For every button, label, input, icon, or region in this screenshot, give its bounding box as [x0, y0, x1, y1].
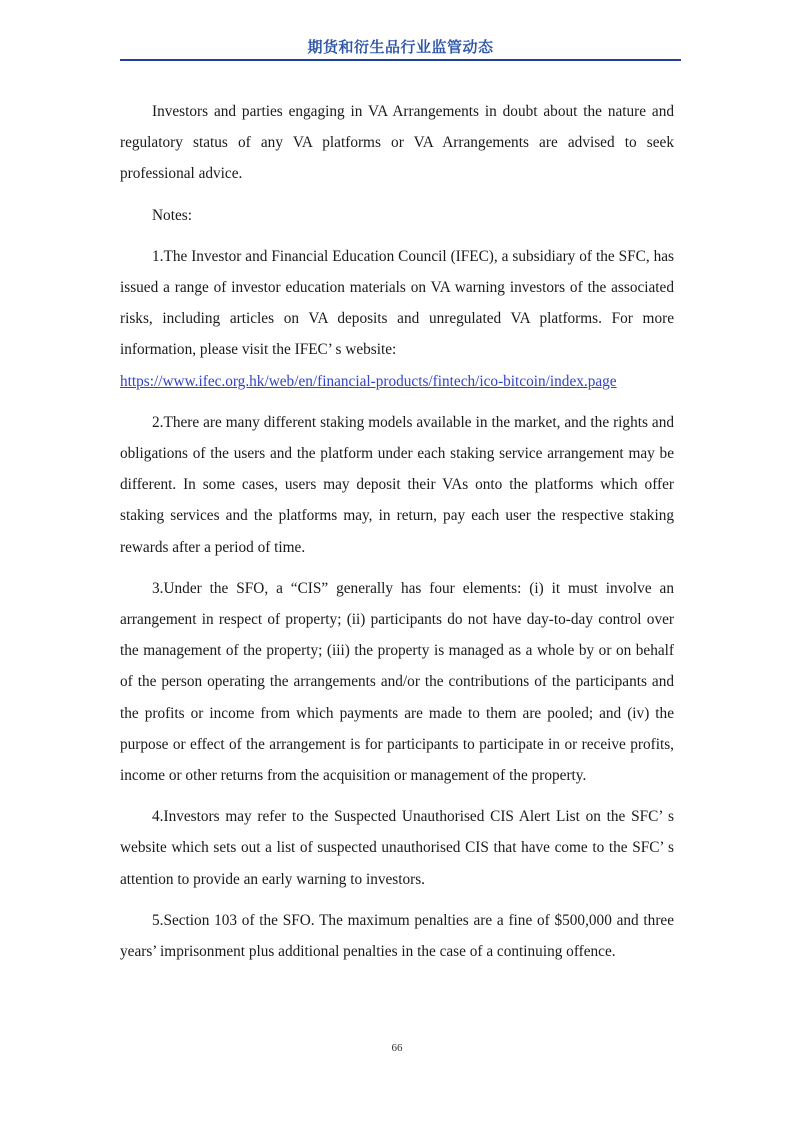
note-2: 2.There are many different staking models available in the market, and the rights and obligations of the users and the platform under each staking service arrangement may be different. In some cases, users may deposit their VAs onto the platforms which offer staking services and the platforms may, in return, pay each user the respective staking rewards after a period of time. — [120, 413, 674, 556]
notes-heading: Notes: — [152, 206, 192, 224]
page-number: 66 — [391, 1042, 403, 1054]
intro-paragraph: Investors and parties engaging in VA Arrangements in doubt about the nature and regulatory status of any VA platforms or VA Arrangements are advised to seek professional advice. — [120, 103, 674, 183]
header-divider — [120, 59, 681, 61]
note-3: 3.Under the SFO, a “CIS” generally has four elements: (i) it must involve an arrangement in respect of property; (ii) participants do not have day-to-day control over the management of the property; (iii) the property is managed as a whole by or on behalf of the person operating the arrangements and/or the contributions of the participants and the profits or income from which payments are made to them are pooled; and (iv) the purpose or effect of the arrangement is for participants to participate in or receive profits, income or other returns from the acquisition or management of the property. — [120, 579, 674, 785]
ifec-website-link[interactable]: https://www.ifec.org.hk/web/en/financial-products/fintech/ico-bitcoin/index.page — [120, 372, 617, 390]
page-header-title: 期货和衍生品行业监管动态 — [307, 38, 494, 56]
document-body — [120, 96, 674, 977]
note-5: 5.Section 103 of the SFO. The maximum penalties are a fine of $500,000 and three years’ imprisonment plus additional penalties in the case of a continuing offence. — [120, 911, 674, 961]
note-1: 1.The Investor and Financial Education Council (IFEC), a subsidiary of the SFC, has issued a range of investor education materials on VA warning investors of the associated risks, including articles on VA deposits and unregulated VA platforms. For more information, please visit the IFEC’ s website: — [120, 247, 674, 359]
note-4: 4.Investors may refer to the Suspected Unauthorised CIS Alert List on the SFC’ s website which sets out a list of suspected unauthorised CIS that have come to the SFC’ s attention to provide an early warning to investors. — [120, 808, 674, 888]
note-1-link-line — [120, 366, 674, 397]
